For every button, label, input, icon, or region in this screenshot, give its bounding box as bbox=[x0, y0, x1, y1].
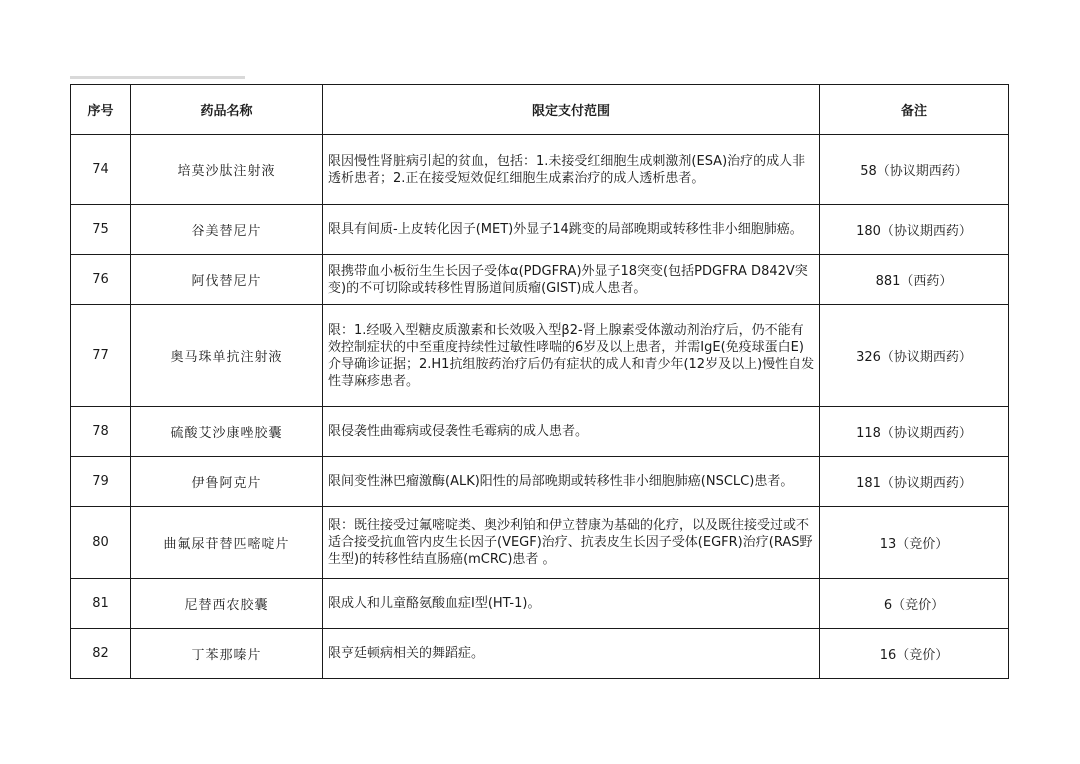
drug-name: 谷美替尼片 bbox=[131, 205, 323, 255]
table-row bbox=[71, 305, 1009, 407]
drug-name: 伊鲁阿克片 bbox=[131, 457, 323, 507]
header-drug-name: 药品名称 bbox=[131, 85, 323, 135]
payment-scope: 限：1.经吸入型糖皮质激素和长效吸入型β2-肾上腺素受体激动剂治疗后，仍不能有效控制症状的中至重度持续性过敏性哮喘的6岁及以上患者，并需IgE(免疫球蛋白E)介导确诊证据；2.H1抗组胺药治疗后仍有症状的成人和青少年(12岁及以上)慢性自发性荨麻疹患者。 bbox=[323, 305, 820, 407]
payment-scope: 限成人和儿童酪氨酸血症Ⅰ型(HT-1)。 bbox=[323, 579, 820, 629]
header-payment-scope: 限定支付范围 bbox=[323, 85, 820, 135]
remark: 58（协议期西药） bbox=[820, 135, 1009, 205]
table-row bbox=[71, 255, 1009, 305]
remark: 13（竞价） bbox=[820, 507, 1009, 579]
header-remark: 备注 bbox=[820, 85, 1009, 135]
remark: 181（协议期西药） bbox=[820, 457, 1009, 507]
row-number: 82 bbox=[71, 629, 131, 679]
row-number: 74 bbox=[71, 135, 131, 205]
table-header-row bbox=[71, 85, 1009, 135]
remark: 16（竞价） bbox=[820, 629, 1009, 679]
page-top-edge bbox=[70, 76, 245, 79]
table-row bbox=[71, 407, 1009, 457]
payment-scope: 限因慢性肾脏病引起的贫血，包括：1.未接受红细胞生成刺激剂(ESA)治疗的成人非透析患者；2.正在接受短效促红细胞生成素治疗的成人透析患者。 bbox=[323, 135, 820, 205]
drug-name: 培莫沙肽注射液 bbox=[131, 135, 323, 205]
row-number: 80 bbox=[71, 507, 131, 579]
payment-scope: 限携带血小板衍生生长因子受体α(PDGFRA)外显子18突变(包括PDGFRA D842V突变)的不可切除或转移性胃肠道间质瘤(GIST)成人患者。 bbox=[323, 255, 820, 305]
payment-scope: 限：既往接受过氟嘧啶类、奥沙利铂和伊立替康为基础的化疗，以及既往接受过或不适合接受抗血管内皮生长因子(VEGF)治疗、抗表皮生长因子受体(EGFR)治疗(RAS野生型)的转移性结直肠癌(mCRC)患者 。 bbox=[323, 507, 820, 579]
remark: 881（西药） bbox=[820, 255, 1009, 305]
row-number: 78 bbox=[71, 407, 131, 457]
drug-name: 丁苯那嗪片 bbox=[131, 629, 323, 679]
table-row bbox=[71, 579, 1009, 629]
table-row bbox=[71, 507, 1009, 579]
row-number: 77 bbox=[71, 305, 131, 407]
drug-name: 尼替西农胶囊 bbox=[131, 579, 323, 629]
table-row bbox=[71, 457, 1009, 507]
row-number: 76 bbox=[71, 255, 131, 305]
row-number: 79 bbox=[71, 457, 131, 507]
drug-coverage-table bbox=[70, 84, 1009, 679]
table-row bbox=[71, 135, 1009, 205]
remark: 180（协议期西药） bbox=[820, 205, 1009, 255]
drug-name: 曲氟尿苷替匹嘧啶片 bbox=[131, 507, 323, 579]
table-row bbox=[71, 629, 1009, 679]
row-number: 81 bbox=[71, 579, 131, 629]
row-number: 75 bbox=[71, 205, 131, 255]
header-no: 序号 bbox=[71, 85, 131, 135]
payment-scope: 限亨廷顿病相关的舞蹈症。 bbox=[323, 629, 820, 679]
table-row bbox=[71, 205, 1009, 255]
remark: 118（协议期西药） bbox=[820, 407, 1009, 457]
drug-name: 硫酸艾沙康唑胶囊 bbox=[131, 407, 323, 457]
payment-scope: 限侵袭性曲霉病或侵袭性毛霉病的成人患者。 bbox=[323, 407, 820, 457]
remark: 6（竞价） bbox=[820, 579, 1009, 629]
remark: 326（协议期西药） bbox=[820, 305, 1009, 407]
drug-name: 阿伐替尼片 bbox=[131, 255, 323, 305]
drug-name: 奥马珠单抗注射液 bbox=[131, 305, 323, 407]
payment-scope: 限间变性淋巴瘤激酶(ALK)阳性的局部晚期或转移性非小细胞肺癌(NSCLC)患者。 bbox=[323, 457, 820, 507]
payment-scope: 限具有间质-上皮转化因子(MET)外显子14跳变的局部晚期或转移性非小细胞肺癌。 bbox=[323, 205, 820, 255]
